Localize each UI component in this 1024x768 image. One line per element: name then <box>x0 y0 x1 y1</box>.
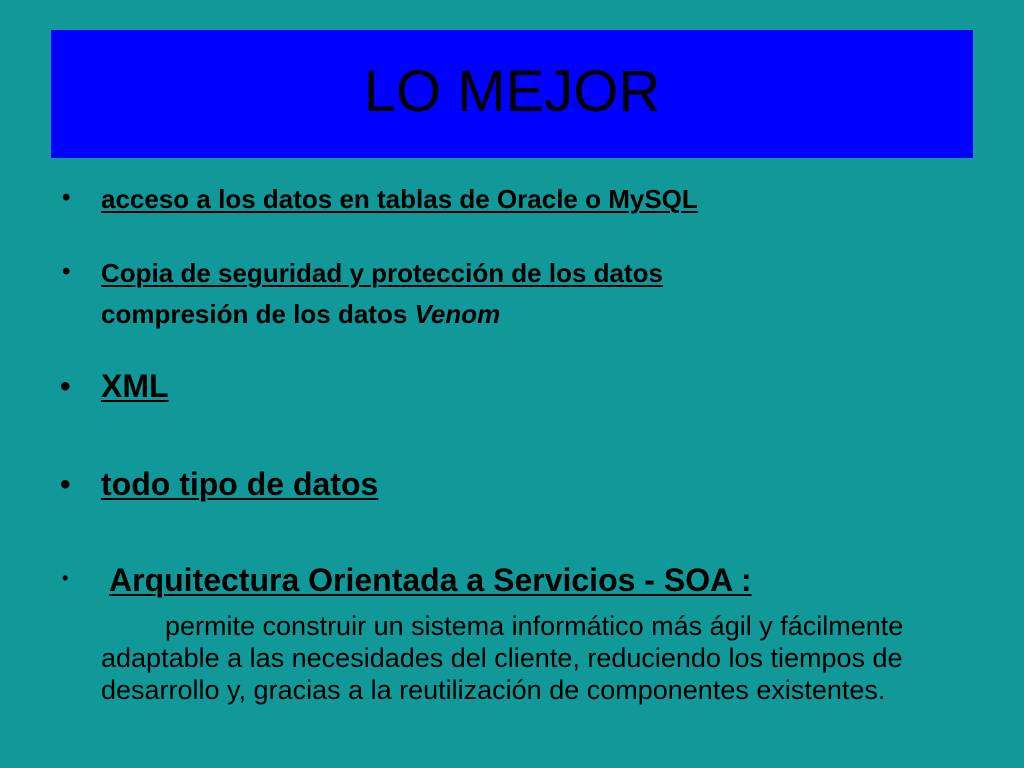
bullet-icon: • <box>62 258 71 285</box>
title-banner <box>51 30 973 158</box>
bullet-icon: • <box>62 568 69 588</box>
bullet-text: Arquitectura Orientada a Servicios - SOA : <box>109 562 752 598</box>
subline-text: compresión de los datos <box>101 299 408 329</box>
soa-description-text: permite construir un sistema informático más ágil y fácilmente adaptable a las necesidades del cliente, reduciendo los tiempos de desarrollo y, gracias a la reutilización de componentes existentes. <box>101 611 904 705</box>
bullet-item-soa <box>0 562 1024 752</box>
bullet-item-oracle-mysql <box>0 182 1024 222</box>
bullet-icon: • <box>60 370 71 403</box>
bullet-icon: • <box>60 468 71 501</box>
bullet-icon: • <box>62 184 71 211</box>
bullet-item-backup <box>0 256 1024 336</box>
bullet-text: acceso a los datos en tablas de Oracle o MySQL <box>101 184 698 214</box>
slide-title: LO MEJOR <box>363 58 661 124</box>
bullet-text: XML <box>101 368 169 404</box>
bullet-item-data-types <box>0 466 1024 510</box>
bullet-subline <box>101 299 500 330</box>
bullet-text: Copia de seguridad y protección de los datos <box>101 258 663 288</box>
bullet-item-xml <box>0 368 1024 412</box>
subline-italic: Venom <box>414 299 501 329</box>
soa-description <box>101 610 981 706</box>
bullet-text: todo tipo de datos <box>101 466 379 502</box>
